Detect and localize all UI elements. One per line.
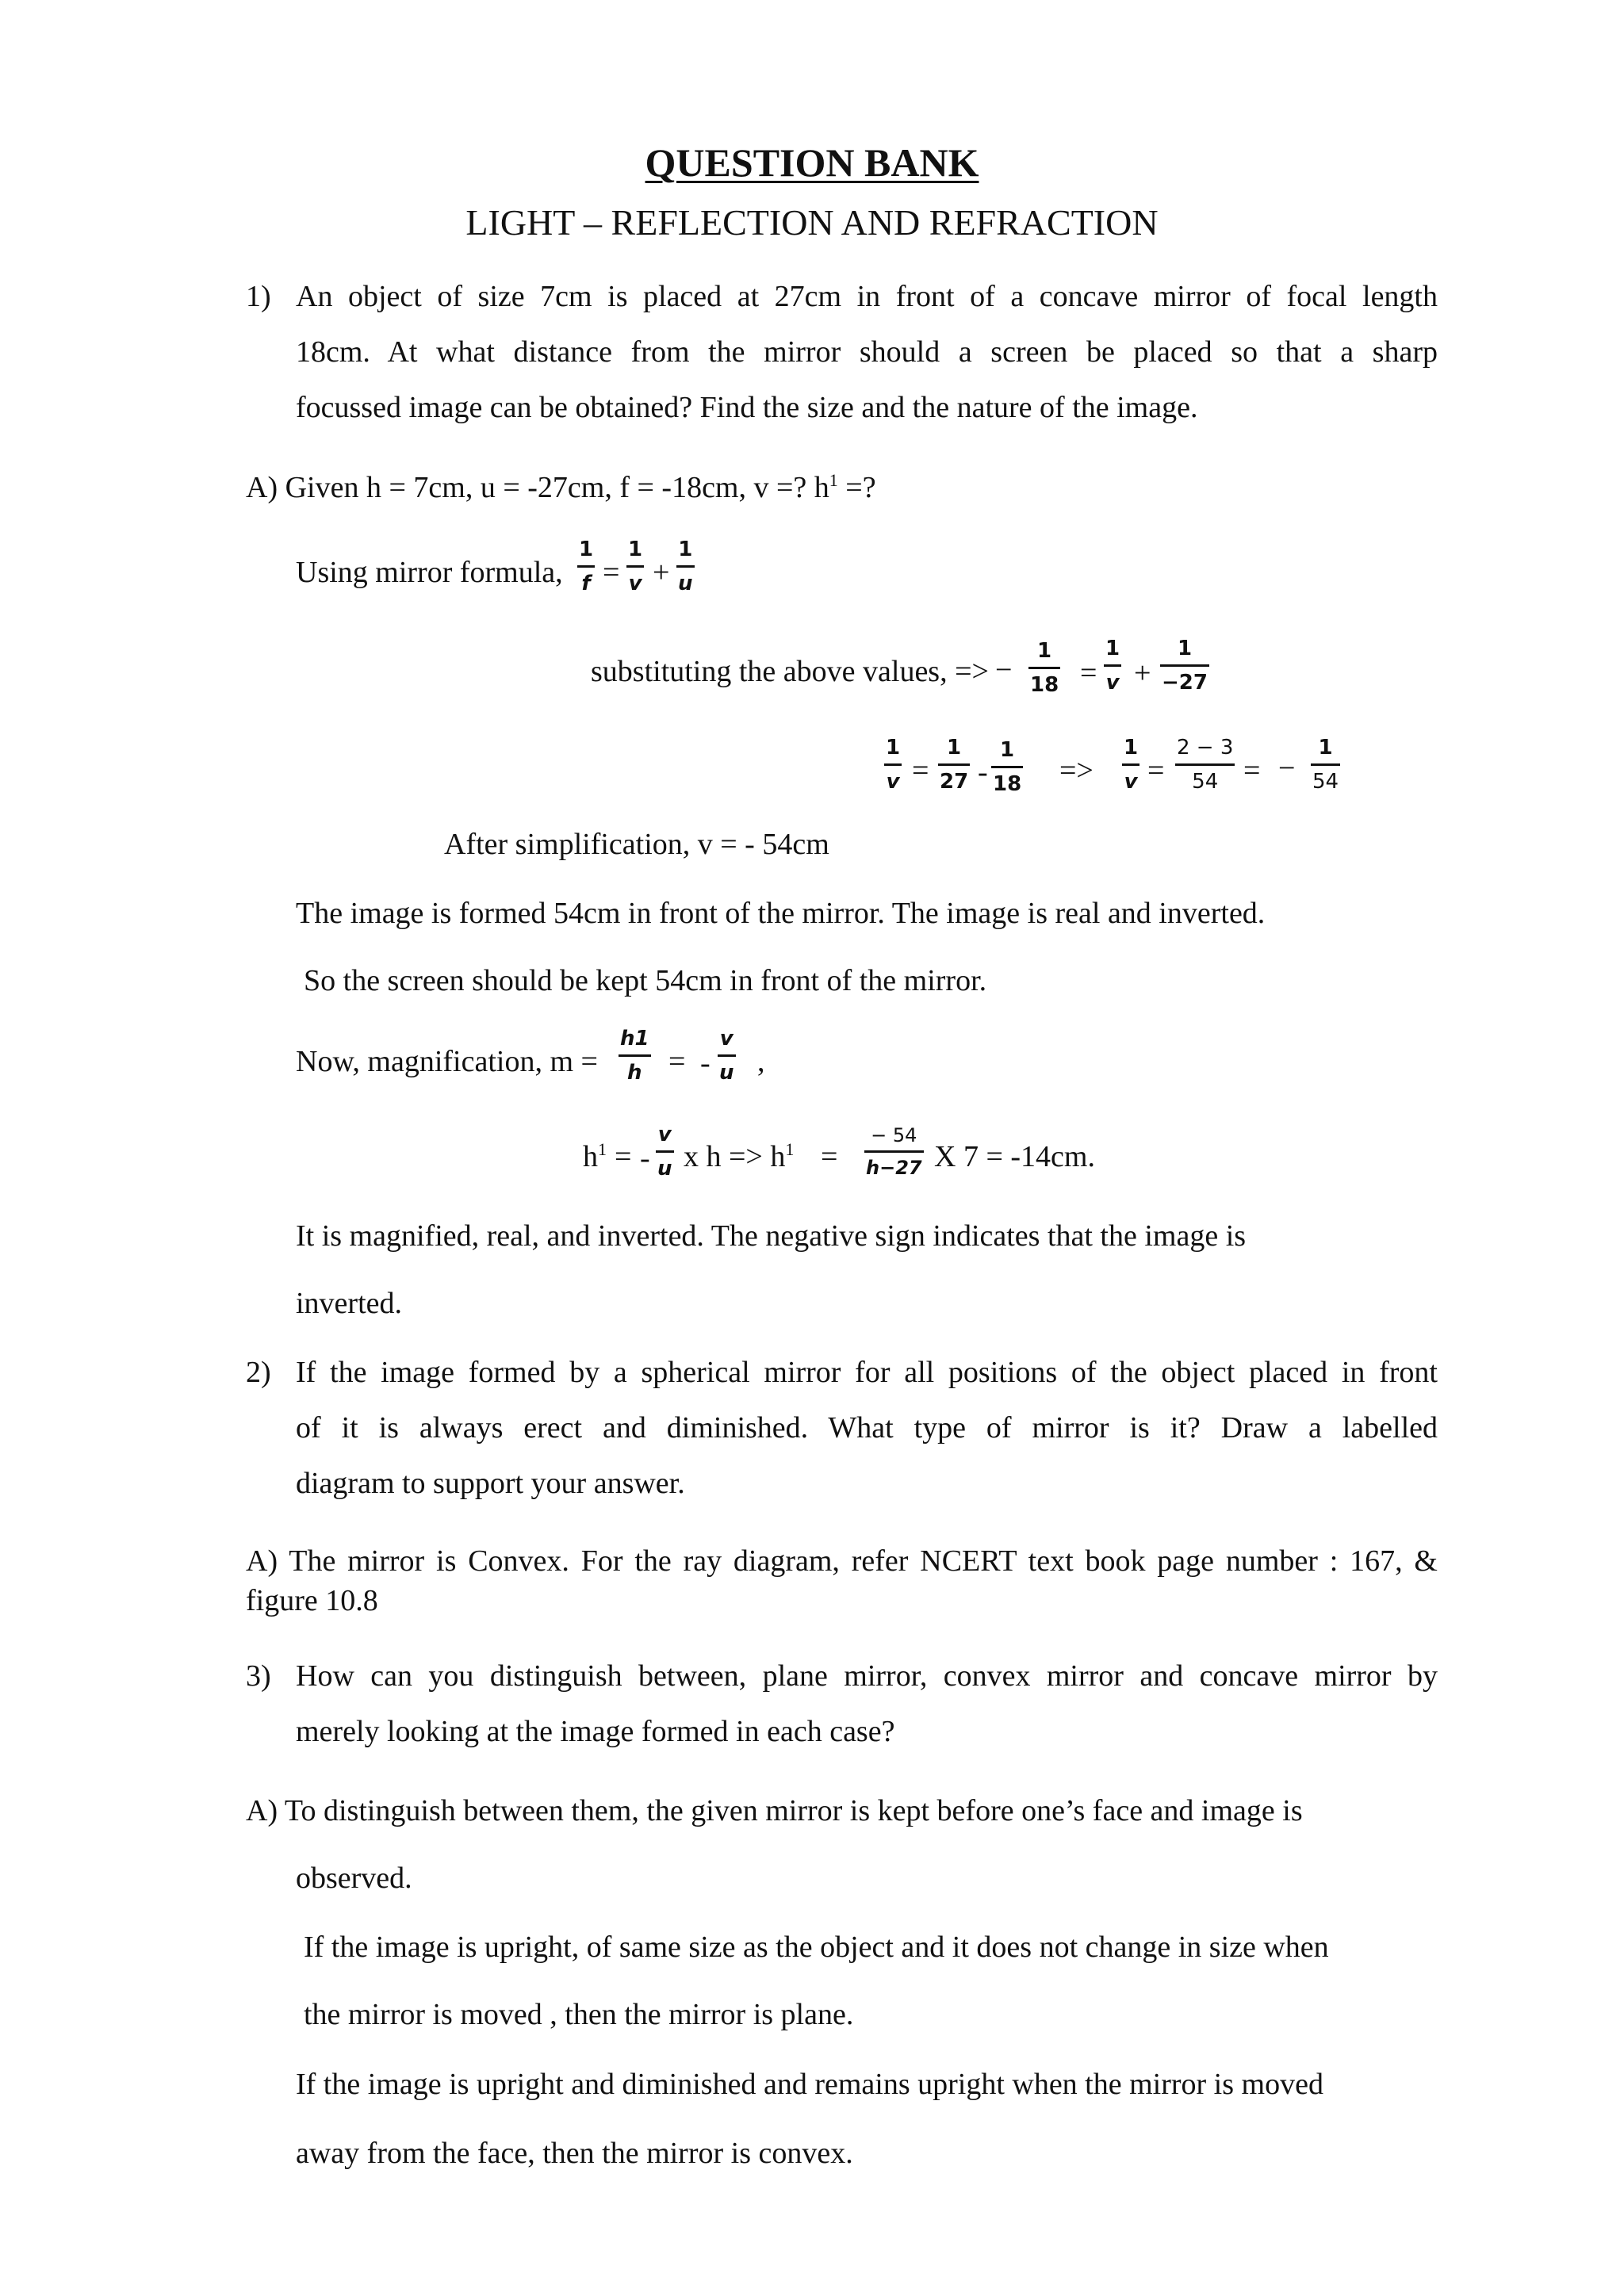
equals-sign: = (1147, 754, 1165, 787)
magnification-label: Now, magnification, m = (296, 1045, 598, 1078)
answer-3-line-2: observed. (296, 1862, 412, 1895)
fraction-1-over-u: 1 u (678, 538, 693, 595)
fraction-2-minus-3-over-54: 2 − 3 54 (1177, 736, 1234, 794)
convex-mirror-line-2: away from the face, then the mirror is convex. (296, 2137, 853, 2170)
substituting-label: substituting the above values, => (591, 655, 989, 688)
image-formed-text: The image is formed 54cm in front of the mirror. The image is real and inverted. (296, 897, 1266, 930)
question-1-number: 1) (246, 280, 271, 313)
minus-sign: - (640, 1142, 650, 1175)
equals-sign: = (1243, 754, 1261, 787)
fraction-1-over-v: 1 v (1105, 637, 1120, 695)
minus-sign: − (995, 653, 1013, 687)
minus-sign: − (1278, 752, 1296, 785)
fraction-1-over-54: 1 54 (1312, 736, 1339, 794)
question-3-line-1: How can you distinguish between, plane mirror, convex mirror and concave mirror by (296, 1659, 1438, 1693)
question-2-line-1: If the image formed by a spherical mirror for all positions of the object placed in front (296, 1356, 1438, 1389)
question-2-number: 2) (246, 1356, 271, 1389)
question-1-line-1: An object of size 7cm is placed at 27cm in front of a concave mirror of focal length (296, 280, 1438, 313)
equals-sign: = (615, 1140, 632, 1173)
plane-mirror-line-1: If the image is upright, of same size as the object and it does not change in size when (304, 1931, 1329, 1964)
answer-1-given: A) Given h = 7cm, u = -27cm, f = -18cm, v =? $h^1$ =? (246, 470, 876, 504)
times-7-result: X 7 = -14cm. (934, 1140, 1095, 1173)
fraction-v-over-u: v u (719, 1027, 734, 1085)
plus-sign: + (653, 556, 670, 589)
equals-sign: = (912, 754, 929, 787)
fraction-h1-over-h: h1 h (620, 1027, 649, 1085)
fraction-1-over-v: 1 v (628, 538, 643, 595)
question-3-line-2: merely looking at the image formed in each case? (296, 1715, 895, 1748)
equals-sign: = (603, 556, 620, 589)
screen-kept-text: So the screen should be kept 54cm in front of the mirror. (304, 964, 987, 997)
fraction-1-over-27: 1 27 (940, 736, 969, 794)
page-title: QUESTION BANK (645, 140, 979, 185)
plus-sign: + (1134, 656, 1151, 690)
times-h-implies-h1: x $h => h^1$ (684, 1139, 795, 1173)
fraction-1-over-v: 1 v (1124, 736, 1139, 794)
question-1-line-3: focussed image can be obtained? Find the size and the nature of the image. (296, 391, 1198, 424)
minus-sign: - (700, 1047, 710, 1080)
minus-sign: - (978, 756, 988, 789)
fraction-1-over-18: 1 18 (1030, 639, 1059, 697)
fraction-neg54-over-h-minus-27: − 54 h−27 (866, 1124, 922, 1179)
simplification-result: After simplification, v = - 54cm (444, 828, 829, 861)
fraction-v-over-u: v u (657, 1123, 672, 1181)
conclusion-line-1: It is magnified, real, and inverted. The negative sign indicates that the image is (296, 1219, 1247, 1253)
fraction-1-over-f: 1 f (579, 538, 594, 595)
fraction-1-over-18: 1 18 (993, 738, 1022, 796)
question-2-line-3: diagram to support your answer. (296, 1467, 685, 1500)
implies-arrow: => (1059, 754, 1094, 787)
answer-2-line-1: A) The mirror is Convex. For the ray diagram, refer NCERT text book page number : 167, & (246, 1544, 1438, 1578)
answer-3-line-1: A) To distinguish between them, the given mirror is kept before one’s face and image is (246, 1794, 1303, 1827)
fraction-1-over-neg27: 1 −27 (1162, 637, 1208, 695)
answer-2-line-2: figure 10.8 (246, 1584, 378, 1617)
mirror-formula-label: Using mirror formula, (296, 556, 563, 589)
plane-mirror-line-2: the mirror is moved , then the mirror is plane. (304, 1998, 854, 2031)
equals-sign: = (821, 1140, 838, 1173)
equals-sign: = (668, 1045, 686, 1078)
conclusion-line-2: inverted. (296, 1287, 403, 1320)
comma: , (757, 1045, 765, 1078)
equals-sign: = (1080, 656, 1097, 690)
question-2-line-2: of it is always erect and diminished. What type of mirror is it? Draw a labelled (296, 1411, 1438, 1445)
page-subtitle: LIGHT – REFLECTION AND REFRACTION (465, 202, 1159, 243)
h1-label: $h^1$ (583, 1139, 607, 1173)
fraction-1-over-v: 1 v (886, 736, 901, 794)
question-3-number: 3) (246, 1659, 271, 1693)
question-1-line-2: 18cm. At what distance from the mirror should a screen be placed so that a sharp (296, 335, 1438, 369)
convex-mirror-line-1: If the image is upright and diminished and remains upright when the mirror is moved (296, 2068, 1323, 2101)
